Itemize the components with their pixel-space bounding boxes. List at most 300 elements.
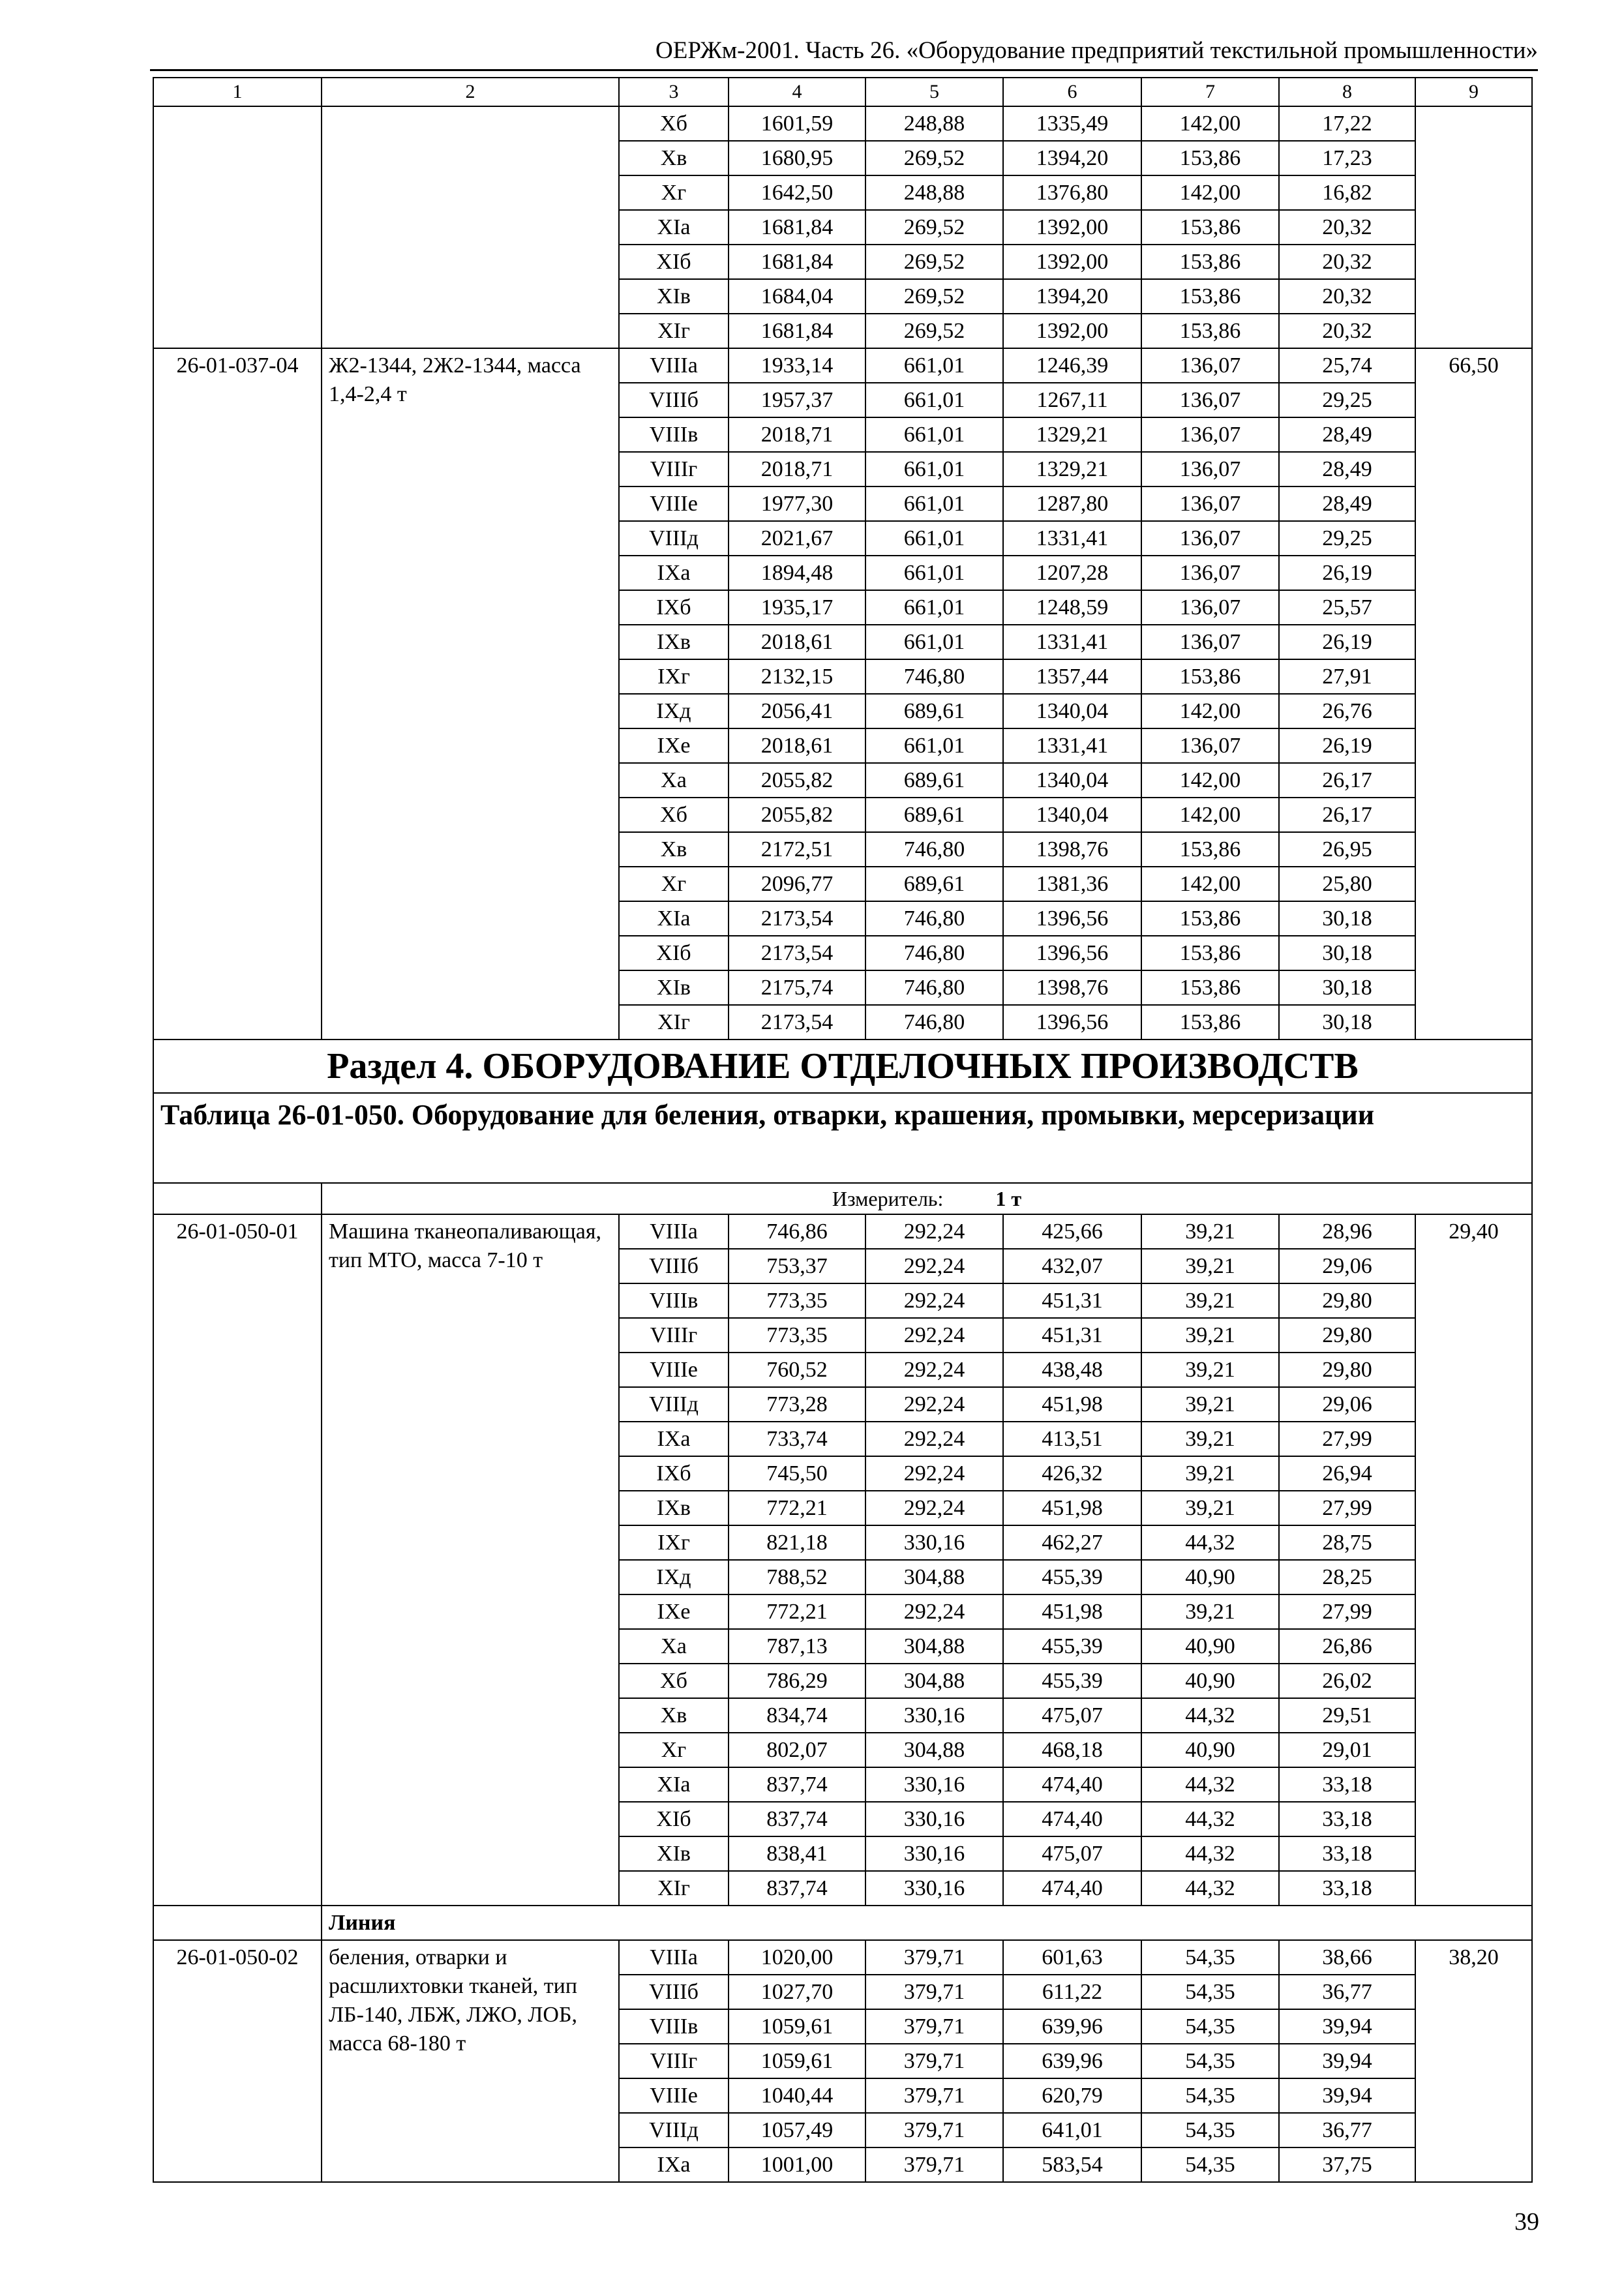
materials-cell: 30,18 [1279,970,1415,1005]
materials-cell: 36,77 [1279,2113,1415,2147]
machine-cell: 1398,76 [1003,970,1141,1005]
wages-cell: 292,24 [865,1387,1003,1422]
direct-costs-cell: 821,18 [729,1525,865,1560]
machine-cell: 468,18 [1003,1733,1141,1767]
wages-cell: 304,88 [865,1560,1003,1594]
machinist-wages-cell: 39,21 [1141,1387,1279,1422]
machine-cell: 455,39 [1003,1664,1141,1698]
materials-cell: 26,17 [1279,798,1415,832]
table-row [153,1940,1532,1975]
materials-cell: 20,32 [1279,245,1415,279]
materials-cell: 28,49 [1279,486,1415,521]
wages-cell: 379,71 [865,1975,1003,2009]
wages-cell: 661,01 [865,348,1003,383]
materials-cell: 29,25 [1279,521,1415,556]
direct-costs-cell: 1894,48 [729,556,865,590]
direct-costs-cell: 2018,71 [729,417,865,452]
machine-cell: 1207,28 [1003,556,1141,590]
column-number: 4 [729,78,865,106]
wages-cell: 689,61 [865,867,1003,901]
machine-cell: 451,98 [1003,1491,1141,1525]
empty-cell [153,106,322,348]
zone-cell: VIIIг [619,2044,729,2078]
direct-costs-cell: 1933,14 [729,348,865,383]
zone-cell: VIIIе [619,2078,729,2113]
direct-costs-cell: 2055,82 [729,763,865,798]
labor-cost-cell: 66,50 [1415,348,1532,1040]
machinist-wages-cell: 136,07 [1141,556,1279,590]
wages-cell: 746,80 [865,1005,1003,1040]
machinist-wages-cell: 39,21 [1141,1456,1279,1491]
machinist-wages-cell: 40,90 [1141,1664,1279,1698]
direct-costs-cell: 773,28 [729,1387,865,1422]
zone-cell: Xв [619,1698,729,1733]
table-row [153,348,1532,383]
wages-cell: 292,24 [865,1214,1003,1249]
zone-cell: XIг [619,1871,729,1906]
direct-costs-cell: 838,41 [729,1836,865,1871]
materials-cell: 29,80 [1279,1353,1415,1387]
direct-costs-cell: 772,21 [729,1491,865,1525]
machine-cell: 1396,56 [1003,901,1141,936]
wages-cell: 379,71 [865,2044,1003,2078]
machinist-wages-cell: 153,86 [1141,141,1279,175]
materials-cell: 26,02 [1279,1664,1415,1698]
zone-cell: XIв [619,970,729,1005]
machine-cell: 639,96 [1003,2044,1141,2078]
wages-cell: 689,61 [865,798,1003,832]
wages-cell: 292,24 [865,1283,1003,1318]
zone-cell: IXв [619,625,729,659]
machine-cell: 432,07 [1003,1249,1141,1283]
machinist-wages-cell: 44,32 [1141,1836,1279,1871]
direct-costs-cell: 2172,51 [729,832,865,867]
zone-cell: VIIIг [619,452,729,486]
machinist-wages-cell: 136,07 [1141,348,1279,383]
zone-cell: VIIIв [619,1283,729,1318]
machinist-wages-cell: 153,86 [1141,314,1279,348]
materials-cell: 30,18 [1279,901,1415,936]
rate-code: 26-01-037-04 [153,348,322,1040]
machine-cell: 641,01 [1003,2113,1141,2147]
machinist-wages-cell: 54,35 [1141,2009,1279,2044]
machinist-wages-cell: 44,32 [1141,1871,1279,1906]
materials-cell: 20,32 [1279,279,1415,314]
machinist-wages-cell: 54,35 [1141,2044,1279,2078]
zone-cell: XIг [619,1005,729,1040]
table-title-row [153,1093,1532,1183]
table-row [153,106,1532,141]
machinist-wages-cell: 153,86 [1141,832,1279,867]
direct-costs-cell: 1642,50 [729,175,865,210]
zone-cell: Xг [619,867,729,901]
zone-cell: XIг [619,314,729,348]
zone-cell: Xг [619,1733,729,1767]
materials-cell: 25,74 [1279,348,1415,383]
machine-cell: 639,96 [1003,2009,1141,2044]
wages-cell: 746,80 [865,832,1003,867]
materials-cell: 27,99 [1279,1594,1415,1629]
machinist-wages-cell: 54,35 [1141,2078,1279,2113]
materials-cell: 28,49 [1279,452,1415,486]
equipment-description: Ж2-1344, 2Ж2-1344, масса 1,4-2,4 т [322,348,619,1040]
materials-cell: 25,80 [1279,867,1415,901]
direct-costs-cell: 834,74 [729,1698,865,1733]
equipment-description: Машина тканеопаливающая, тип МТО, масса 7-10 т [322,1214,619,1906]
section-row [153,1040,1532,1093]
wages-cell: 269,52 [865,141,1003,175]
machine-cell: 1248,59 [1003,590,1141,625]
machinist-wages-cell: 40,90 [1141,1629,1279,1664]
materials-cell: 26,86 [1279,1629,1415,1664]
machine-cell: 1340,04 [1003,694,1141,728]
direct-costs-cell: 802,07 [729,1733,865,1767]
materials-cell: 29,01 [1279,1733,1415,1767]
zone-cell: XIв [619,1836,729,1871]
wages-cell: 661,01 [865,590,1003,625]
materials-cell: 33,18 [1279,1836,1415,1871]
machine-cell: 1398,76 [1003,832,1141,867]
machine-cell: 1331,41 [1003,625,1141,659]
direct-costs-cell: 753,37 [729,1249,865,1283]
direct-costs-cell: 2173,54 [729,1005,865,1040]
direct-costs-cell: 786,29 [729,1664,865,1698]
wages-cell: 330,16 [865,1836,1003,1871]
wages-cell: 304,88 [865,1629,1003,1664]
machine-cell: 451,31 [1003,1283,1141,1318]
zone-cell: VIIIе [619,1353,729,1387]
wages-cell: 248,88 [865,106,1003,141]
materials-cell: 20,32 [1279,314,1415,348]
machine-cell: 1335,49 [1003,106,1141,141]
zone-cell: IXе [619,728,729,763]
machine-cell: 451,98 [1003,1387,1141,1422]
direct-costs-cell: 1020,00 [729,1940,865,1975]
machine-cell: 451,31 [1003,1318,1141,1353]
wages-cell: 269,52 [865,245,1003,279]
labor-cost-cell [1415,106,1532,348]
machinist-wages-cell: 39,21 [1141,1353,1279,1387]
machine-cell: 462,27 [1003,1525,1141,1560]
zone-cell: VIIIб [619,383,729,417]
wages-cell: 379,71 [865,2078,1003,2113]
machine-cell: 474,40 [1003,1767,1141,1802]
machine-cell: 1287,80 [1003,486,1141,521]
machine-cell: 583,54 [1003,2147,1141,2182]
column-number: 9 [1415,78,1532,106]
measure-unit: 1 т [995,1187,1022,1210]
machinist-wages-cell: 39,21 [1141,1283,1279,1318]
zone-cell: VIIIг [619,1318,729,1353]
zone-cell: VIIIа [619,1940,729,1975]
wages-cell: 661,01 [865,521,1003,556]
zone-cell: VIIIб [619,1249,729,1283]
machine-cell: 1394,20 [1003,279,1141,314]
wages-cell: 330,16 [865,1767,1003,1802]
wages-cell: 292,24 [865,1318,1003,1353]
materials-cell: 27,99 [1279,1422,1415,1456]
materials-cell: 26,94 [1279,1456,1415,1491]
subheading: Линия [322,1906,1532,1940]
materials-cell: 27,91 [1279,659,1415,694]
wages-cell: 746,80 [865,970,1003,1005]
direct-costs-cell: 1601,59 [729,106,865,141]
machinist-wages-cell: 142,00 [1141,694,1279,728]
column-number: 7 [1141,78,1279,106]
machine-cell: 475,07 [1003,1698,1141,1733]
zone-cell: Xа [619,1629,729,1664]
zone-cell: IXе [619,1594,729,1629]
materials-cell: 29,06 [1279,1249,1415,1283]
materials-cell: 28,25 [1279,1560,1415,1594]
zone-cell: VIIIв [619,417,729,452]
materials-cell: 28,49 [1279,417,1415,452]
direct-costs-cell: 2096,77 [729,867,865,901]
machine-cell: 1246,39 [1003,348,1141,383]
machinist-wages-cell: 153,86 [1141,245,1279,279]
wages-cell: 269,52 [865,279,1003,314]
rates-table [153,77,1533,2183]
rate-code: 26-01-050-02 [153,1940,322,2182]
zone-cell: IXа [619,1422,729,1456]
machine-cell: 474,40 [1003,1802,1141,1836]
zone-cell: IXб [619,590,729,625]
wages-cell: 379,71 [865,2009,1003,2044]
machine-cell: 455,39 [1003,1560,1141,1594]
direct-costs-cell: 1059,61 [729,2044,865,2078]
zone-cell: Xв [619,141,729,175]
zone-cell: VIIIб [619,1975,729,2009]
wages-cell: 330,16 [865,1698,1003,1733]
machinist-wages-cell: 153,86 [1141,936,1279,970]
materials-cell: 26,19 [1279,625,1415,659]
materials-cell: 30,18 [1279,1005,1415,1040]
machinist-wages-cell: 136,07 [1141,728,1279,763]
machinist-wages-cell: 54,35 [1141,1975,1279,2009]
wages-cell: 661,01 [865,383,1003,417]
materials-cell: 25,57 [1279,590,1415,625]
zone-cell: XIб [619,245,729,279]
materials-cell: 39,94 [1279,2078,1415,2113]
machine-cell: 451,98 [1003,1594,1141,1629]
direct-costs-cell: 746,86 [729,1214,865,1249]
materials-cell: 29,80 [1279,1283,1415,1318]
direct-costs-cell: 1977,30 [729,486,865,521]
zone-cell: VIIIа [619,348,729,383]
zone-cell: IXв [619,1491,729,1525]
wages-cell: 330,16 [865,1802,1003,1836]
machinist-wages-cell: 44,32 [1141,1698,1279,1733]
machine-cell: 438,48 [1003,1353,1141,1387]
machinist-wages-cell: 39,21 [1141,1422,1279,1456]
zone-cell: XIв [619,279,729,314]
direct-costs-cell: 1027,70 [729,1975,865,2009]
machine-cell: 1392,00 [1003,210,1141,245]
wages-cell: 746,80 [865,659,1003,694]
direct-costs-cell: 1681,84 [729,210,865,245]
materials-cell: 30,18 [1279,936,1415,970]
direct-costs-cell: 2175,74 [729,970,865,1005]
direct-costs-cell: 837,74 [729,1802,865,1836]
zone-cell: IXа [619,556,729,590]
direct-costs-cell: 1057,49 [729,2113,865,2147]
direct-costs-cell: 2018,61 [729,625,865,659]
direct-costs-cell: 1935,17 [729,590,865,625]
zone-cell: VIIIв [619,2009,729,2044]
zone-cell: Xа [619,763,729,798]
materials-cell: 26,76 [1279,694,1415,728]
materials-cell: 27,99 [1279,1491,1415,1525]
materials-cell: 20,32 [1279,210,1415,245]
direct-costs-cell: 1684,04 [729,279,865,314]
rate-code: 26-01-050-01 [153,1214,322,1906]
zone-cell: XIа [619,901,729,936]
direct-costs-cell: 733,74 [729,1422,865,1456]
machine-cell: 611,22 [1003,1975,1141,2009]
zone-cell: IXб [619,1456,729,1491]
machine-cell: 455,39 [1003,1629,1141,1664]
machinist-wages-cell: 153,86 [1141,279,1279,314]
wages-cell: 661,01 [865,728,1003,763]
machine-cell: 1331,41 [1003,521,1141,556]
equipment-description: беления, отварки и расшлихтовки тканей, тип ЛБ-140, ЛБЖ, ЛЖО, ЛОБ, масса 68-180 т [322,1940,619,2182]
machine-cell: 1267,11 [1003,383,1141,417]
zone-cell: XIа [619,210,729,245]
wages-cell: 661,01 [865,452,1003,486]
subheading-row [153,1906,1532,1940]
table-row [153,1214,1532,1249]
machine-cell: 1381,36 [1003,867,1141,901]
machinist-wages-cell: 142,00 [1141,106,1279,141]
machine-cell: 620,79 [1003,2078,1141,2113]
machinist-wages-cell: 136,07 [1141,383,1279,417]
wages-cell: 248,88 [865,175,1003,210]
machine-cell: 1396,56 [1003,936,1141,970]
empty-cell [322,106,619,348]
wages-cell: 746,80 [865,936,1003,970]
machinist-wages-cell: 142,00 [1141,763,1279,798]
machine-cell: 1329,21 [1003,417,1141,452]
materials-cell: 26,95 [1279,832,1415,867]
section-title: Раздел 4. ОБОРУДОВАНИЕ ОТДЕЛОЧНЫХ ПРОИЗВОДСТВ [153,1040,1532,1093]
machinist-wages-cell: 54,35 [1141,1940,1279,1975]
materials-cell: 33,18 [1279,1871,1415,1906]
materials-cell: 37,75 [1279,2147,1415,2182]
machinist-wages-cell: 54,35 [1141,2113,1279,2147]
zone-cell: VIIIа [619,1214,729,1249]
rates-table-body [153,78,1532,2182]
direct-costs-cell: 745,50 [729,1456,865,1491]
direct-costs-cell: 2018,61 [729,728,865,763]
direct-costs-cell: 837,74 [729,1767,865,1802]
machine-cell: 474,40 [1003,1871,1141,1906]
zone-cell: XIб [619,936,729,970]
wages-cell: 661,01 [865,556,1003,590]
zone-cell: Xб [619,1664,729,1698]
machinist-wages-cell: 44,32 [1141,1802,1279,1836]
machinist-wages-cell: 39,21 [1141,1214,1279,1249]
machinist-wages-cell: 39,21 [1141,1318,1279,1353]
machine-cell: 1340,04 [1003,763,1141,798]
machinist-wages-cell: 136,07 [1141,521,1279,556]
column-number: 5 [865,78,1003,106]
machinist-wages-cell: 136,07 [1141,452,1279,486]
materials-cell: 33,18 [1279,1767,1415,1802]
materials-cell: 26,17 [1279,763,1415,798]
machinist-wages-cell: 136,07 [1141,625,1279,659]
machinist-wages-cell: 142,00 [1141,175,1279,210]
materials-cell: 39,94 [1279,2044,1415,2078]
materials-cell: 17,22 [1279,106,1415,141]
direct-costs-cell: 1001,00 [729,2147,865,2182]
wages-cell: 661,01 [865,417,1003,452]
measure-row [153,1183,1532,1214]
materials-cell: 29,06 [1279,1387,1415,1422]
wages-cell: 379,71 [865,2113,1003,2147]
wages-cell: 379,71 [865,1940,1003,1975]
materials-cell: 28,75 [1279,1525,1415,1560]
column-number: 1 [153,78,322,106]
zone-cell: Xб [619,798,729,832]
zone-cell: Xб [619,106,729,141]
column-number-row [153,78,1532,106]
wages-cell: 689,61 [865,763,1003,798]
wages-cell: 292,24 [865,1422,1003,1456]
direct-costs-cell: 1040,44 [729,2078,865,2113]
materials-cell: 39,94 [1279,2009,1415,2044]
machine-cell: 1357,44 [1003,659,1141,694]
column-number: 8 [1279,78,1415,106]
column-number: 3 [619,78,729,106]
machinist-wages-cell: 153,86 [1141,659,1279,694]
zone-cell: VIIIе [619,486,729,521]
machine-cell: 425,66 [1003,1214,1141,1249]
machinist-wages-cell: 153,86 [1141,970,1279,1005]
direct-costs-cell: 1681,84 [729,245,865,279]
machine-cell: 1394,20 [1003,141,1141,175]
table-title: Таблица 26-01-050. Оборудование для беления, отварки, крашения, промывки, мерсеризации [153,1093,1532,1183]
wages-cell: 292,24 [865,1491,1003,1525]
wages-cell: 269,52 [865,314,1003,348]
machine-cell: 1340,04 [1003,798,1141,832]
wages-cell: 661,01 [865,486,1003,521]
machine-cell: 413,51 [1003,1422,1141,1456]
machinist-wages-cell: 153,86 [1141,1005,1279,1040]
machine-cell: 1329,21 [1003,452,1141,486]
direct-costs-cell: 1957,37 [729,383,865,417]
wages-cell: 746,80 [865,901,1003,936]
wages-cell: 661,01 [865,625,1003,659]
machinist-wages-cell: 39,21 [1141,1249,1279,1283]
direct-costs-cell: 2021,67 [729,521,865,556]
zone-cell: IXд [619,1560,729,1594]
direct-costs-cell: 2132,15 [729,659,865,694]
wages-cell: 292,24 [865,1353,1003,1387]
machinist-wages-cell: 142,00 [1141,798,1279,832]
zone-cell: IXг [619,659,729,694]
machinist-wages-cell: 44,32 [1141,1525,1279,1560]
materials-cell: 33,18 [1279,1802,1415,1836]
materials-cell: 26,19 [1279,556,1415,590]
machine-cell: 426,32 [1003,1456,1141,1491]
column-number: 6 [1003,78,1141,106]
materials-cell: 16,82 [1279,175,1415,210]
wages-cell: 330,16 [865,1871,1003,1906]
machinist-wages-cell: 40,90 [1141,1733,1279,1767]
materials-cell: 26,19 [1279,728,1415,763]
direct-costs-cell: 2056,41 [729,694,865,728]
direct-costs-cell: 773,35 [729,1283,865,1318]
